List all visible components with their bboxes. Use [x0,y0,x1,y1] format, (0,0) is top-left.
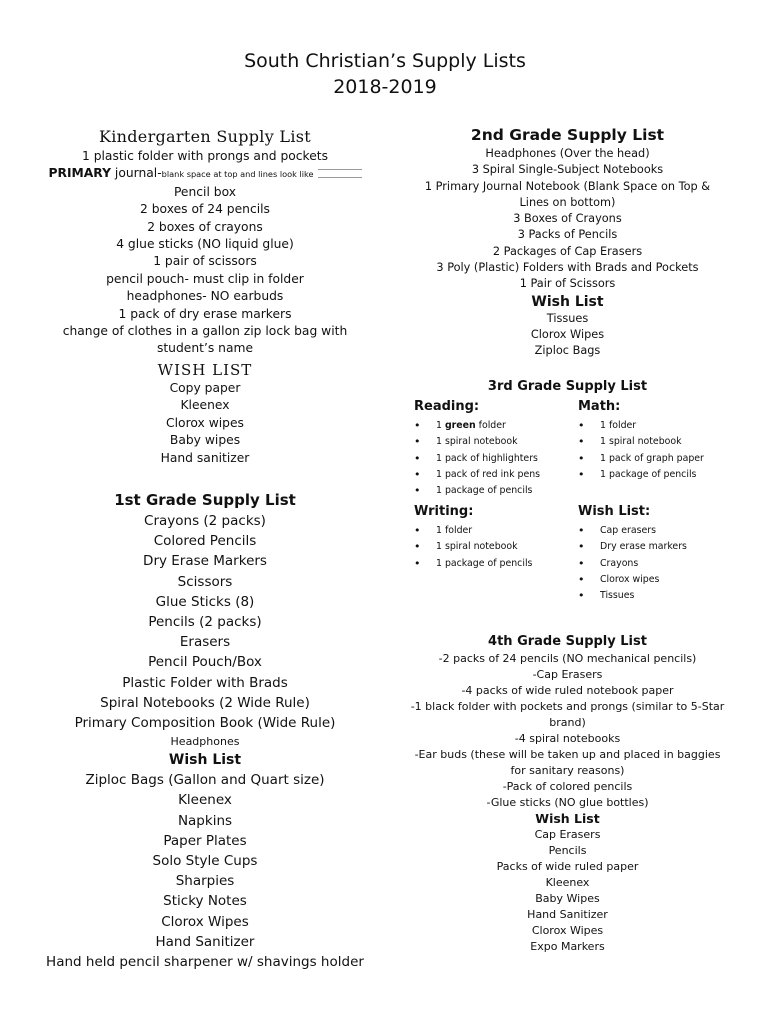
wish-item: Kleenex [178,792,232,809]
list-item: pencil pouch- must clip in folder [106,271,304,286]
grade2-title: 2nd Grade Supply List [470,126,665,144]
wish-item: Sharpies [175,873,235,890]
wish-item: Cap Erasers [534,828,601,841]
list-item: -2 packs of 24 pencils (NO mechanical pencils) [438,652,697,665]
list-item: -1 black folder with pockets and prongs (similar to 5-Star [410,700,725,713]
list-item: 1 Pair of Scissors [519,277,616,291]
grade3-reading [414,398,540,499]
primary-journal-text: journal- [111,166,162,181]
list-item: 1 pair of scissors [153,254,257,269]
list-item: 3 Boxes of Crayons [513,212,622,226]
list-item: 1 Primary Journal Notebook (Blank Space on Top & [424,179,711,193]
wish-item: Solo Style Cups [152,853,258,870]
list-item: headphones- NO earbuds [126,289,284,304]
document-title: South Christian’s Supply Lists [244,50,526,72]
wish-item: Clorox wipes [166,415,244,430]
primary-label: PRIMARY [48,166,111,181]
list-item: -Ear buds (these will be taken up and placed in baggies [414,748,721,761]
wish-item: Tissues [546,311,589,325]
wish-item: Pencils [548,844,587,857]
grade1-wish-title: Wish List [168,752,242,769]
list-item: 3 Packs of Pencils [517,228,618,242]
wish-item: Baby Wipes [535,892,600,905]
wish-item: Hand Sanitizer [527,908,608,921]
list-item: Lines on bottom) [519,195,616,209]
wish-item: Clorox Wipes [531,924,604,937]
wish-item: • Cap erasers [578,523,687,539]
list-item: change of clothes in a gallon zip lock bag with [62,324,348,339]
grade3-wish-list [578,523,687,604]
list-item: Crayons (2 packs) [144,513,266,529]
wish-item: • Dry erase markers [578,539,687,555]
list-item: • 1 pack of red ink pens [414,467,540,483]
wish-item: Clorox Wipes [530,327,605,341]
journal-lines-sample [318,169,362,178]
list-item: -Pack of colored pencils [502,780,633,793]
green-label: green [444,420,476,431]
wish-item: Hand sanitizer [160,450,250,465]
item-text: 1 [436,420,445,431]
list-item: • 1 pack of highlighters [414,451,540,467]
list-item: -Cap Erasers [532,668,603,681]
list-item: 1 plastic folder with prongs and pockets [81,149,329,163]
list-item: Glue Sticks (8) [155,593,255,610]
wish-item: • Clorox wipes [578,572,687,588]
grade2-section [400,124,735,360]
kindergarten-wish-title: WISH LIST [157,360,253,379]
list-item: Primary Composition Book (Wide Rule) [74,715,336,732]
list-item: • 1 package of pencils [414,556,532,572]
wish-item: Napkins [177,812,233,829]
list-item: Scissors [177,573,233,590]
primary-journal-note: blank space at top and lines look like [161,169,314,180]
list-item: 2 boxes of crayons [147,219,263,234]
writing-heading: Writing: [414,504,474,519]
list-item: Erasers [179,634,231,651]
wish-item: Kleenex [180,398,230,413]
list-item: Dry Erase Markers [143,553,267,570]
grade3-math [578,398,704,483]
grade3-title: 3rd Grade Supply List [487,379,648,394]
grade3-wish [578,503,687,604]
list-item: Spiral Notebooks (2 Wide Rule) [100,694,310,711]
wish-item: Packs of wide ruled paper [496,860,639,873]
grade4-wish-title: Wish List [535,811,600,826]
list-item: Pencils (2 packs) [148,614,262,631]
list-item: • 1 folder [414,523,532,539]
math-list [578,418,704,483]
list-item: • 1 spiral notebook [578,434,704,450]
grade2-wish-title: Wish List [531,293,604,310]
list-item: 1 pack of dry erase markers [118,306,292,321]
list-item: 2 boxes of 24 pencils [140,202,270,217]
list-item: -4 packs of wide ruled notebook paper [461,684,674,697]
math-heading: Math: [578,399,621,414]
list-item: 3 Spiral Single-Subject Notebooks [471,163,664,177]
list-item: -Glue sticks (NO glue bottles) [486,796,649,809]
list-item: student’s name [156,341,254,356]
grade4-section [400,633,735,955]
kindergarten-title: Kindergarten Supply List [98,127,312,146]
reading-heading: Reading: [414,399,480,414]
list-item: 4 glue sticks (NO liquid glue) [116,237,294,252]
writing-list [414,523,532,572]
list-item: Pencil Pouch/Box [148,654,262,671]
grade1-title: 1st Grade Supply List [114,491,296,509]
wish-item: Hand held pencil sharpener w/ shavings holder [46,954,364,971]
primary-journal-item [35,165,375,183]
kindergarten-section [35,126,375,467]
list-item: • 1 spiral notebook [414,539,532,555]
list-item: • 1 pack of graph paper [578,451,704,467]
list-item: • 1 folder [578,418,704,434]
list-item: Plastic Folder with Brads [122,674,288,691]
wish-item: Kleenex [545,876,590,889]
grade1-section [35,490,375,972]
list-item: • 1 package of pencils [414,483,540,499]
list-item: • 1 package of pencils [578,467,704,483]
list-item: 2 Packages of Cap Erasers [492,244,643,258]
wish-item: Sticky Notes [163,893,247,910]
school-year: 2018-2019 [333,76,437,98]
list-item: Headphones [170,735,240,749]
list-item: -4 spiral notebooks [514,732,621,745]
wish-item: Clorox Wipes [161,913,249,930]
list-item: Pencil box [173,184,237,199]
grade3-writing [414,503,532,572]
wish-item: Paper Plates [163,832,247,849]
list-item: Headphones (Over the head) [485,147,650,160]
wish-item: Expo Markers [530,940,605,953]
grade3-wish-heading: Wish List: [578,504,651,519]
list-item: brand) [549,716,586,729]
wish-item: • Tissues [578,588,687,604]
list-item: 3 Poly (Plastic) Folders with Brads and Pockets [436,261,699,275]
wish-item: Ziploc Bags (Gallon and Quart size) [85,772,325,789]
wish-item: Copy paper [169,380,241,395]
wish-item: Hand Sanitizer [155,933,255,950]
wish-item: Ziploc Bags [534,344,601,358]
reading-list [414,418,540,499]
list-item: • 1 spiral notebook [414,434,540,450]
wish-item: • Crayons [578,556,687,572]
item-text: folder [475,420,506,431]
wish-item: Baby wipes [169,433,241,448]
list-item: Colored Pencils [153,533,257,550]
list-item: for sanitary reasons) [510,764,625,777]
page-title [0,48,770,100]
list-item [414,418,540,434]
grade4-title: 4th Grade Supply List [488,634,647,649]
